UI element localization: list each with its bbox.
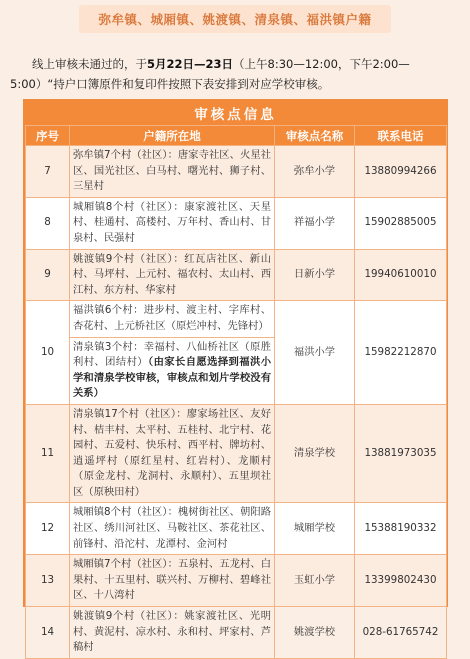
row-phone: 15902885005 [355, 197, 447, 249]
table-title: 审核点信息 [25, 101, 446, 125]
review-point-table [23, 99, 448, 654]
table-row [26, 404, 447, 503]
row-phone: 15982212870 [355, 301, 447, 405]
review-table [25, 125, 447, 659]
row-area-qingquan-villages: 清泉镇3个村：幸福村、八仙桥社区（原胜利村、团结村） [73, 340, 271, 369]
table-row [26, 503, 447, 555]
row-area: 城厢镇8个村（社区）：康家渡社区、天星村、桂通村、高楼村、万年村、香山村、甘泉村、民强村 [70, 197, 275, 249]
intro-dates: 5月22日—23日 [147, 57, 234, 71]
row-num: 9 [26, 249, 70, 301]
row-area: 姚渡镇9个村（社区）：姚家渡社区、光明村、黄泥村、凉水村、永和村、坪家村、芦稿村 [70, 607, 275, 659]
row-phone: 19940610010 [355, 249, 447, 301]
header-phone: 联系电话 [355, 126, 447, 146]
table-row [26, 146, 447, 198]
table-header-row [26, 126, 447, 146]
banner-area [0, 0, 470, 38]
header-num: 序号 [26, 126, 70, 146]
row-num: 13 [26, 555, 70, 607]
row-school: 福洪小学 [275, 301, 355, 405]
row-school: 姚渡学校 [275, 607, 355, 659]
row-num: 11 [26, 404, 70, 503]
row-num: 14 [26, 607, 70, 659]
row-school: 祥福小学 [275, 197, 355, 249]
row-school: 弥牟小学 [275, 146, 355, 198]
row-area-note: （由家长自愿选择到福洪小学和清泉学校审核，审核点和划片学校没有关系） [73, 356, 271, 400]
intro-paragraph [10, 54, 462, 94]
row-num: 10 [26, 301, 70, 405]
row-phone: 13881973035 [355, 404, 447, 503]
row-school: 清泉学校 [275, 404, 355, 503]
row-school: 玉虹小学 [275, 555, 355, 607]
row-area: 城厢镇8个村（社区）：槐树街社区、朝阳路社区、绣川河社区、马鞍社区、茶花社区、前锋村、沿沱村、龙潭村、金河村 [70, 503, 275, 555]
row-phone: 15388190332 [355, 503, 447, 555]
row-phone: 13880994266 [355, 146, 447, 198]
table-row [26, 607, 447, 659]
table-row [26, 249, 447, 301]
row-num: 12 [26, 503, 70, 555]
row-school: 日新小学 [275, 249, 355, 301]
table-row [26, 301, 447, 405]
row-phone: 028-61765742 [355, 607, 447, 659]
row-phone: 13399802430 [355, 555, 447, 607]
row-area-qingquan [70, 337, 274, 404]
row-area: 姚渡镇9个村（社区）：红瓦店社区、新山村、马坪村、上元村、福农村、太山村、西江村、东方村、华家村 [70, 249, 275, 301]
header-school: 审核点名称 [275, 126, 355, 146]
row-school: 城厢学校 [275, 503, 355, 555]
row-area: 城厢镇7个村（社区）：五泉村、五龙村、白果村、十五里村、联兴村、万柳村、碧峰社区、十八湾村 [70, 555, 275, 607]
row-area: 清泉镇17个村（社区）：廖家场社区、友好村、桔丰村、太平村、五桂村、北宁村、花园村、五爱村、快乐村、西平村、牌坊村、逍遥坪村（原红星村、红岩村）、龙顺村（原金龙村、龙洞村、永顺村）、五里坝社区（原秧田村） [70, 404, 275, 503]
table-row [26, 197, 447, 249]
header-area: 户籍所在地 [70, 126, 275, 146]
row-area: 弥牟镇7个村（社区）：唐家寺社区、火星社区、国光社区、白马村、曙光村、狮子村、三星村 [70, 146, 275, 198]
table-row [26, 555, 447, 607]
township-banner: 弥牟镇、城厢镇、姚渡镇、清泉镇、福洪镇户籍 [79, 5, 391, 33]
intro-before: 线上审核未通过的，于 [32, 57, 147, 71]
row-num: 8 [26, 197, 70, 249]
row-area [70, 301, 275, 405]
intro-after: （上午8:30—12:00，下午2:00—5:00）“持户口簿原件和复印件按照下表安排到对应学校审核。 [10, 57, 410, 91]
row-num: 7 [26, 146, 70, 198]
row-area-fuhong: 福洪镇6个村：进步村、渡主村、字库村、杏花村、上元桥社区（原烂冲村、先锋村） [73, 304, 271, 332]
